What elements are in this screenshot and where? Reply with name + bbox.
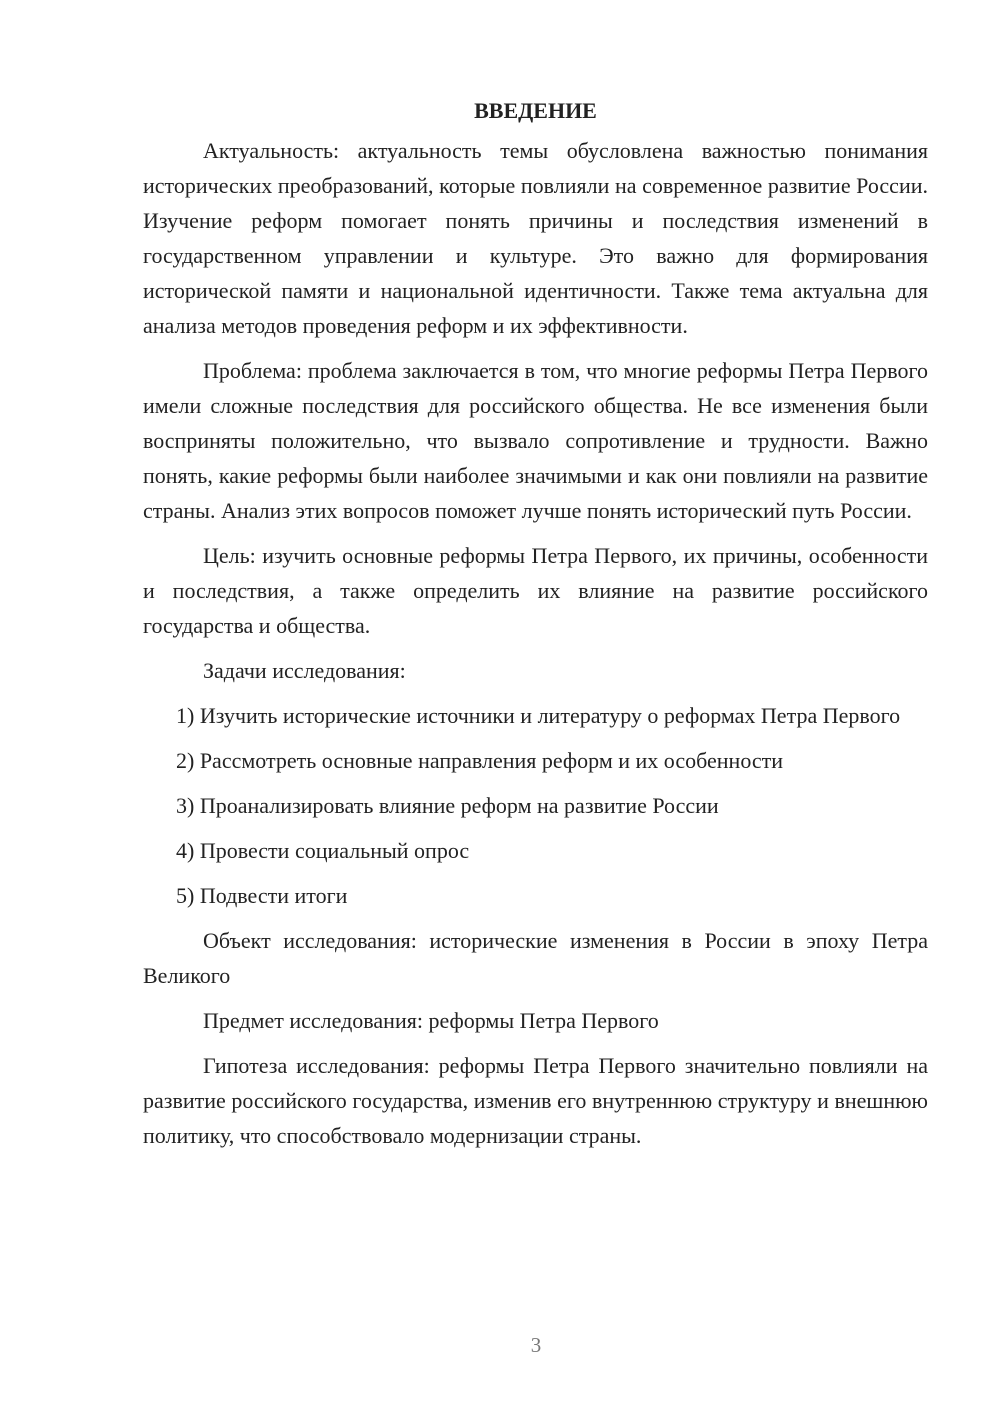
- task-item-3: 3) Проанализировать влияние реформ на развитие России: [176, 793, 719, 818]
- relevance-paragraph: Актуальность: актуальность темы обусловлена важностью понимания исторических преобразований, которые повлияли на современное развитие России. Изучение реформ помогает понять причины и последствия изменений в государственном управлении и культуре. Это важно для формирования исторической памяти и национальной идентичности. Также тема актуальна для анализа методов проведения реформ и их эффективности.: [143, 138, 928, 338]
- page-content: [143, 93, 928, 1163]
- task-item-4: 4) Провести социальный опрос: [176, 838, 470, 863]
- subject-paragraph: Предмет исследования: реформы Петра Первого: [203, 1008, 659, 1033]
- hypothesis-paragraph: Гипотеза исследования: реформы Петра Первого значительно повлияли на развитие российского государства, изменив его внутреннюю структуру и внешнюю политику, что способствовало модернизации страны.: [143, 1053, 928, 1148]
- tasks-heading: Задачи исследования:: [203, 658, 406, 683]
- task-item-1: 1) Изучить исторические источники и литературу о реформах Петра Первого: [176, 703, 901, 728]
- section-title: ВВЕДЕНИЕ: [474, 98, 597, 123]
- goal-paragraph: Цель: изучить основные реформы Петра Первого, их причины, особенности и последствия, а также определить их влияние на развитие российского государства и общества.: [143, 543, 928, 638]
- page-number: 3: [530, 1333, 542, 1357]
- task-item-5: 5) Подвести итоги: [176, 883, 348, 908]
- object-paragraph: Объект исследования: исторические изменения в России в эпоху Петра Великого: [143, 928, 928, 988]
- task-item-2: 2) Рассмотреть основные направления реформ и их особенности: [176, 748, 784, 773]
- problem-paragraph: Проблема: проблема заключается в том, что многие реформы Петра Первого имели сложные последствия для российского общества. Не все изменения были восприняты положительно, что вызвало сопротивление и трудности. Важно понять, какие реформы были наиболее значимыми и как они повлияли на развитие страны. Анализ этих вопросов поможет лучше понять исторический путь России.: [143, 358, 928, 523]
